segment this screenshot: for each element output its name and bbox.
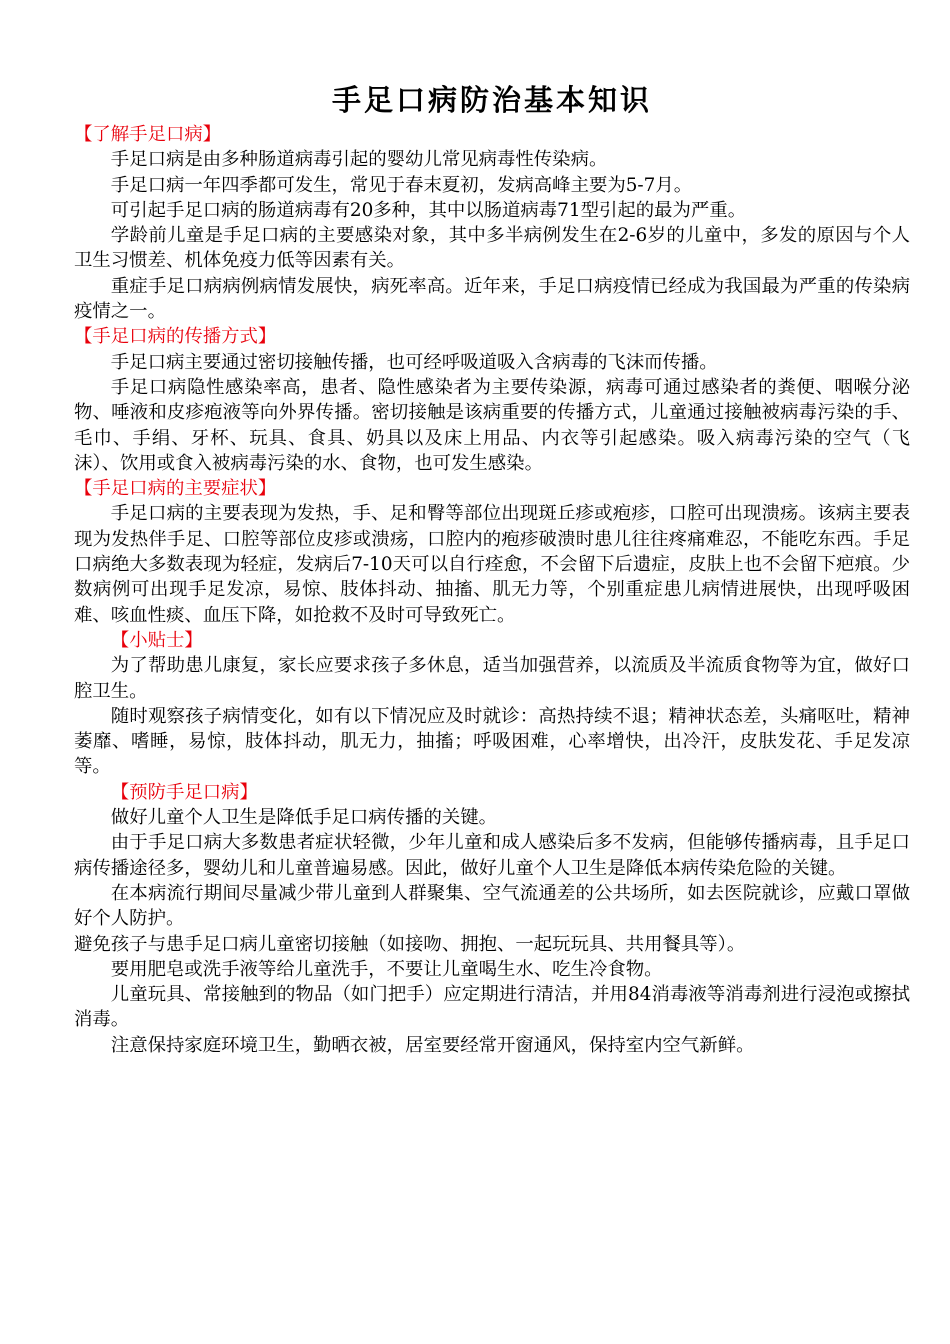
- paragraph: 手足口病主要通过密切接触传播，也可经呼吸道吸入含病毒的飞沫而传播。: [110, 351, 718, 373]
- paragraph: 手足口病是由多种肠道病毒引起的婴幼儿常见病毒性传染病。: [110, 149, 608, 171]
- paragraph: 注意保持家庭环境卫生，勤晒衣被，居室要经常开窗通风，保持室内空气新鲜。: [110, 1034, 755, 1056]
- paragraph: 要用肥皂或洗手液等给儿童洗手，不要让儿童喝生水、吃生冷食物。: [110, 958, 663, 980]
- paragraph: 随时观察孩子病情变化，如有以下情况应及时就诊：高热持续不退；精神状态差，头痛呕吐，精神萎靡、嗜睡，易惊，肢体抖动，肌无力，抽搐；呼吸困难，心率增快，出冷汗，皮肤发花、手足发凉等。: [74, 705, 910, 778]
- paragraph: 手足口病的主要表现为发热，手、足和臀等部位出现斑丘疹或疱疹，口腔可出现溃疡。该病主要表现为发热伴手足、口腔等部位皮疹或溃疡，口腔内的疱疹破溃时患儿往往疼痛难忍，不能吃东西。手足口病绝大多数表现为轻症，发病后7-10天可以自行痊愈，不会留下后遗症，皮肤上也不会留下疤痕。少数病例可出现手足发凉，易惊、肢体抖动、抽搐、肌无力等，个别重症患儿病情进展快，出现呼吸困难、咳血性痰、血压下降，如抢救不及时可导致死亡。: [74, 503, 910, 626]
- page-title: 手足口病防治基本知识: [331, 83, 652, 117]
- paragraph: 学龄前儿童是手足口病的主要感染对象，其中多半病例发生在2-6岁的儿童中，多发的原因与个人卫生习惯差、机体免疫力低等因素有关。: [74, 225, 910, 272]
- paragraph: 手足口病一年四季都可发生，常见于春末夏初，发病高峰主要为5-7月。: [110, 174, 693, 196]
- section-heading-symptoms: 【手足口病的主要症状】: [74, 478, 277, 500]
- document-page: [74, 78, 910, 1058]
- paragraph: 儿童玩具、常接触到的物品（如门把手）应定期进行清洁，并用84消毒液等消毒剂进行浸泡或擦拭消毒。: [74, 984, 910, 1031]
- paragraph: 为了帮助患儿康复，家长应要求孩子多休息，适当加强营养，以流质及半流质食物等为宜，做好口腔卫生。: [74, 655, 910, 702]
- paragraph: 重症手足口病病例病情发展快，病死率高。近年来，手足口病疫情已经成为我国最为严重的传染病疫情之一。: [74, 275, 910, 323]
- paragraph: 由于手足口病大多数患者症状轻微，少年儿童和成人感染后多不发病，但能够传播病毒，且手足口病传播途径多，婴幼儿和儿童普遍易感。因此，做好儿童个人卫生是降低本病传染危险的关键。: [74, 832, 910, 879]
- paragraph: 做好儿童个人卫生是降低手足口病传播的关键。: [110, 807, 498, 829]
- paragraph: 手足口病隐性感染率高，患者、隐性感染者为主要传染源，病毒可通过感染者的粪便、咽喉分泌物、唾液和皮疹疱液等向外界传播。密切接触是该病重要的传播方式，儿童通过接触被病毒污染的手、毛巾、手绢、牙杯、玩具、食具、奶具以及床上用品、内衣等引起感染。吸入病毒污染的空气（飞沫）、饮用或食入被病毒污染的水、食物，也可发生感染。: [74, 376, 910, 474]
- section-heading-about: 【了解手足口病】: [74, 124, 222, 145]
- section-heading-transmission: 【手足口病的传播方式】: [74, 326, 277, 348]
- paragraph: 在本病流行期间尽量减少带儿童到人群聚集、空气流通差的公共场所，如去医院就诊，应戴口罩做好个人防护。: [74, 882, 910, 930]
- paragraph: 可引起手足口病的肠道病毒有20多种，其中以肠道病毒71型引起的最为严重。: [110, 199, 747, 221]
- section-heading-tips: 【小贴士】: [110, 629, 203, 651]
- paragraph: 避免孩子与患手足口病儿童密切接触（如接吻、拥抱、一起玩玩具、共用餐具等）。: [74, 933, 746, 955]
- section-heading-prevention: 【预防手足口病】: [110, 781, 258, 803]
